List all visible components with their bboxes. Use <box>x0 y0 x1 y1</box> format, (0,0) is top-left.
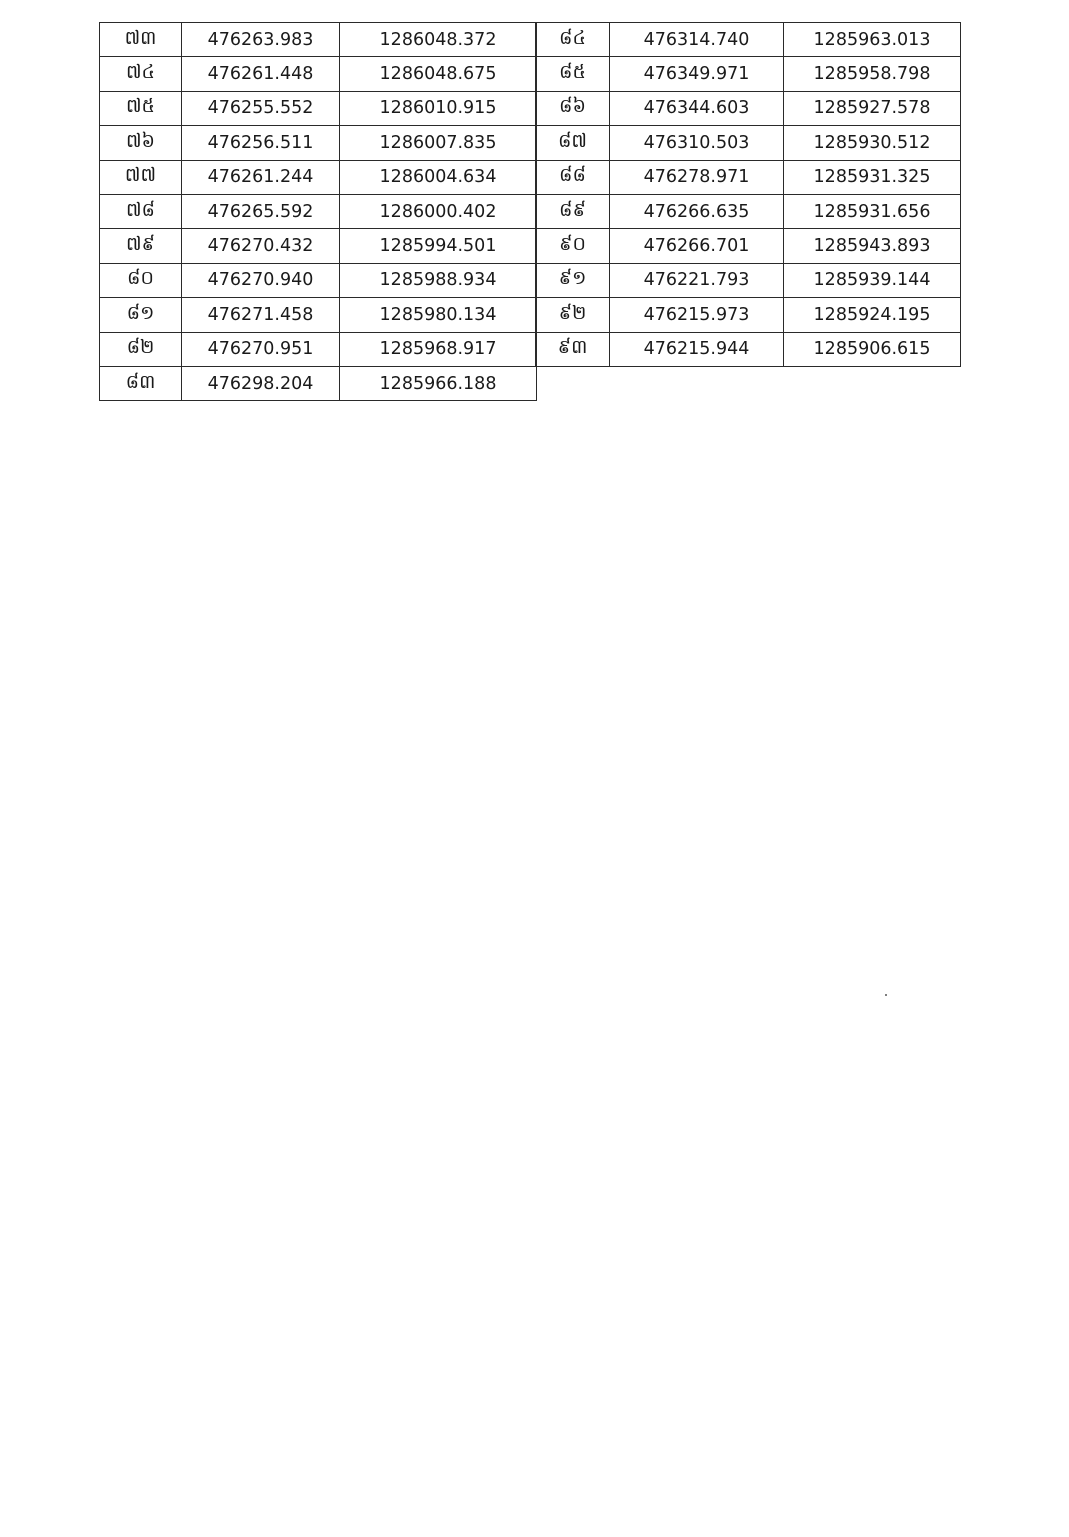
point-number-cell: ៩០ <box>536 229 610 263</box>
y-coordinate-cell: 1286007.835 <box>340 126 537 160</box>
table-row <box>536 57 961 91</box>
y-coordinate-cell: 1285930.512 <box>784 126 961 160</box>
point-number-cell: ៧៤ <box>100 57 182 91</box>
point-number-cell: ៧៣ <box>100 23 182 57</box>
y-coordinate-cell: 1286010.915 <box>340 91 537 125</box>
point-number-cell: ៨៩ <box>536 194 610 228</box>
point-number-cell: ៨៥ <box>536 57 610 91</box>
point-number-cell: ៩៣ <box>536 332 610 366</box>
table-row <box>536 194 961 228</box>
table-row <box>100 366 537 400</box>
point-number-cell: ៨៣ <box>100 366 182 400</box>
y-coordinate-cell: 1285980.134 <box>340 298 537 332</box>
table-row <box>100 194 537 228</box>
table-row <box>100 57 537 91</box>
x-coordinate-cell: 476310.503 <box>610 126 784 160</box>
table-row <box>536 126 961 160</box>
point-number-cell: ៨០ <box>100 263 182 297</box>
coordinates-table-right <box>535 22 961 367</box>
point-number-cell: ៨៦ <box>536 91 610 125</box>
x-coordinate-cell: 476256.511 <box>182 126 340 160</box>
y-coordinate-cell: 1286048.372 <box>340 23 537 57</box>
table-row <box>100 229 537 263</box>
point-number-cell: ៧៩ <box>100 229 182 263</box>
y-coordinate-cell: 1286048.675 <box>340 57 537 91</box>
point-number-cell: ៨៨ <box>536 160 610 194</box>
table-row <box>100 298 537 332</box>
table-row <box>536 298 961 332</box>
x-coordinate-cell: 476266.701 <box>610 229 784 263</box>
y-coordinate-cell: 1286000.402 <box>340 194 537 228</box>
x-coordinate-cell: 476314.740 <box>610 23 784 57</box>
y-coordinate-cell: 1285939.144 <box>784 263 961 297</box>
x-coordinate-cell: 476271.458 <box>182 298 340 332</box>
y-coordinate-cell: 1285906.615 <box>784 332 961 366</box>
y-coordinate-cell: 1285924.195 <box>784 298 961 332</box>
x-coordinate-cell: 476266.635 <box>610 194 784 228</box>
x-coordinate-cell: 476261.244 <box>182 160 340 194</box>
table-row <box>536 229 961 263</box>
y-coordinate-cell: 1285988.934 <box>340 263 537 297</box>
point-number-cell: ៧៨ <box>100 194 182 228</box>
table-row <box>100 160 537 194</box>
point-number-cell: ៨១ <box>100 298 182 332</box>
coordinates-table-left <box>99 22 537 401</box>
point-number-cell: ៩១ <box>536 263 610 297</box>
point-number-cell: ៧៧ <box>100 160 182 194</box>
table-row <box>536 23 961 57</box>
y-coordinate-cell: 1285963.013 <box>784 23 961 57</box>
x-coordinate-cell: 476270.951 <box>182 332 340 366</box>
y-coordinate-cell: 1285968.917 <box>340 332 537 366</box>
x-coordinate-cell: 476255.552 <box>182 91 340 125</box>
x-coordinate-cell: 476265.592 <box>182 194 340 228</box>
y-coordinate-cell: 1285958.798 <box>784 57 961 91</box>
y-coordinate-cell: 1285943.893 <box>784 229 961 263</box>
x-coordinate-cell: 476261.448 <box>182 57 340 91</box>
x-coordinate-cell: 476215.973 <box>610 298 784 332</box>
x-coordinate-cell: 476270.940 <box>182 263 340 297</box>
x-coordinate-cell: 476221.793 <box>610 263 784 297</box>
point-number-cell: ៨៧ <box>536 126 610 160</box>
x-coordinate-cell: 476349.971 <box>610 57 784 91</box>
y-coordinate-cell: 1285927.578 <box>784 91 961 125</box>
x-coordinate-cell: 476298.204 <box>182 366 340 400</box>
x-coordinate-cell: 476263.983 <box>182 23 340 57</box>
table-row <box>536 263 961 297</box>
table-row <box>100 126 537 160</box>
table-row <box>536 160 961 194</box>
table-row <box>100 23 537 57</box>
x-coordinate-cell: 476270.432 <box>182 229 340 263</box>
table-row <box>536 91 961 125</box>
point-number-cell: ៨២ <box>100 332 182 366</box>
table-row <box>100 263 537 297</box>
stray-dot <box>885 994 887 996</box>
y-coordinate-cell: 1285931.325 <box>784 160 961 194</box>
table-row <box>536 332 961 366</box>
x-coordinate-cell: 476344.603 <box>610 91 784 125</box>
table-row <box>100 332 537 366</box>
y-coordinate-cell: 1285966.188 <box>340 366 537 400</box>
y-coordinate-cell: 1285994.501 <box>340 229 537 263</box>
point-number-cell: ៨៤ <box>536 23 610 57</box>
point-number-cell: ៧៦ <box>100 126 182 160</box>
point-number-cell: ៩២ <box>536 298 610 332</box>
y-coordinate-cell: 1285931.656 <box>784 194 961 228</box>
y-coordinate-cell: 1286004.634 <box>340 160 537 194</box>
table-row <box>100 91 537 125</box>
x-coordinate-cell: 476278.971 <box>610 160 784 194</box>
x-coordinate-cell: 476215.944 <box>610 332 784 366</box>
point-number-cell: ៧៥ <box>100 91 182 125</box>
